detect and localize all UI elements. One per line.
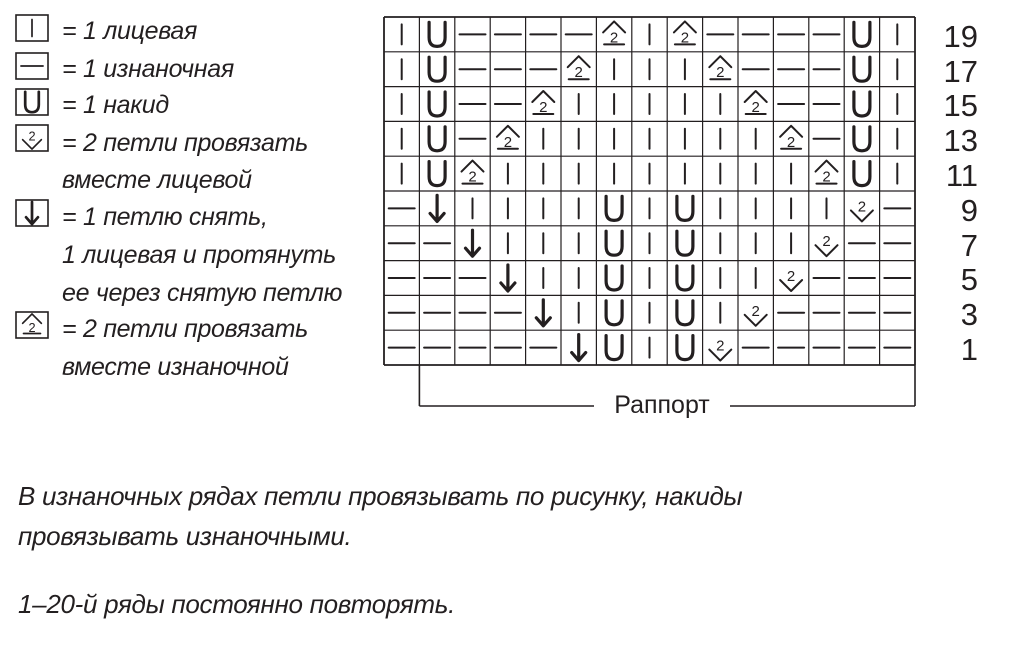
chart-cell-p2tog-icon bbox=[780, 126, 802, 151]
chart-cell-yarn-over-icon bbox=[854, 92, 870, 116]
note-line-1: В изнаночных рядах петли провязывать по рисунку, накиды bbox=[18, 481, 743, 511]
legend-k2tog-text-1: = 2 петли провязать bbox=[62, 129, 308, 157]
svg-text:2: 2 bbox=[503, 133, 513, 151]
row-number-13: 13 bbox=[943, 123, 978, 158]
chart-cell-yarn-over-icon bbox=[606, 231, 622, 255]
svg-text:2: 2 bbox=[539, 99, 548, 116]
row-number-9: 9 bbox=[960, 193, 978, 228]
chart-cell-p2tog-icon bbox=[603, 21, 625, 46]
chart-cell-yarn-over-icon bbox=[854, 22, 870, 46]
chart-cell-yarn-over-icon bbox=[854, 57, 870, 81]
chart-cell-k2tog-icon bbox=[780, 268, 802, 291]
chart-cell-k2tog-icon bbox=[816, 233, 838, 256]
chart-cell-k2tog-icon bbox=[851, 198, 873, 221]
svg-text:2: 2 bbox=[751, 99, 760, 116]
chart-row-13 bbox=[402, 126, 898, 151]
chart-cell-p2tog-icon bbox=[674, 21, 696, 46]
chart-cell-yarn-over-icon bbox=[677, 231, 693, 255]
chart-cell-skpo-icon bbox=[572, 335, 586, 361]
chart-row-19 bbox=[402, 21, 898, 46]
chart-cell-yarn-over-icon bbox=[606, 301, 622, 325]
row-number-11: 11 bbox=[945, 158, 978, 193]
chart-cell-skpo-icon bbox=[430, 195, 444, 221]
chart-cell-p2tog-icon bbox=[462, 161, 484, 186]
chart-cell-yarn-over-icon bbox=[429, 162, 445, 186]
chart-cell-skpo-icon bbox=[466, 230, 480, 256]
svg-text:2: 2 bbox=[680, 29, 690, 47]
chart-cell-yarn-over-icon bbox=[429, 127, 445, 151]
chart-cell-skpo-icon bbox=[501, 265, 515, 291]
legend-skpo-text-1: = 1 петлю снять, bbox=[62, 203, 268, 231]
legend-p2tog-text-1: = 2 петли провязать bbox=[62, 315, 308, 343]
svg-text:2: 2 bbox=[716, 337, 725, 355]
row-number-19: 19 bbox=[943, 19, 978, 54]
rapport-label: Раппорт bbox=[614, 391, 710, 419]
row-number-7: 7 bbox=[960, 228, 978, 263]
chart-cell-skpo-icon bbox=[536, 300, 550, 326]
svg-text:2: 2 bbox=[751, 302, 760, 320]
chart-cell-p2tog-icon bbox=[816, 161, 838, 186]
svg-text:2: 2 bbox=[468, 168, 477, 186]
chart-row-5 bbox=[389, 265, 911, 291]
chart-cell-yarn-over-icon bbox=[677, 266, 693, 290]
legend-skpo-text-2: 1 лицевая и протянуть bbox=[62, 241, 336, 269]
chart-cell-yarn-over-icon bbox=[677, 336, 693, 360]
row-number-3: 3 bbox=[960, 297, 978, 332]
chart-cell-p2tog-icon bbox=[745, 91, 767, 116]
chart-cell-p2tog-icon bbox=[532, 91, 554, 116]
chart-cell-yarn-over-icon bbox=[677, 301, 693, 325]
svg-text:2: 2 bbox=[786, 133, 796, 151]
chart-cell-yarn-over-icon bbox=[429, 57, 445, 81]
svg-text:2: 2 bbox=[28, 128, 36, 144]
svg-text:2: 2 bbox=[716, 64, 725, 82]
legend-p2tog-text-2: вместе изнаночной bbox=[62, 353, 289, 381]
svg-text:2: 2 bbox=[786, 268, 796, 285]
chart-row-17 bbox=[402, 56, 898, 81]
chart-row-3 bbox=[389, 300, 911, 326]
row-number-17: 17 bbox=[943, 54, 978, 89]
row-number-5: 5 bbox=[960, 262, 978, 297]
svg-text:2: 2 bbox=[857, 198, 867, 216]
svg-text:2: 2 bbox=[574, 64, 583, 82]
legend-k2tog-text-2: вместе лицевой bbox=[62, 166, 252, 194]
chart-cell-yarn-over-icon bbox=[854, 162, 870, 186]
legend-purl-text: = 1 изнаночная bbox=[62, 55, 234, 83]
note-line-2: провязывать изнаночными. bbox=[18, 521, 352, 551]
legend-knit-text: = 1 лицевая bbox=[62, 17, 198, 45]
svg-text:2: 2 bbox=[28, 319, 36, 335]
chart-cell-yarn-over-icon bbox=[429, 92, 445, 116]
row-number-15: 15 bbox=[943, 88, 978, 123]
note-line-3: 1–20-й ряды постоянно повторять. bbox=[18, 589, 456, 619]
svg-text:2: 2 bbox=[822, 233, 831, 251]
chart-cell-yarn-over-icon bbox=[606, 336, 622, 360]
svg-text:2: 2 bbox=[609, 29, 619, 47]
chart-cell-p2tog-icon bbox=[709, 56, 731, 81]
chart-cell-yarn-over-icon bbox=[854, 127, 870, 151]
row-number-1: 1 bbox=[960, 332, 978, 367]
chart-cell-p2tog-icon bbox=[497, 126, 519, 151]
chart-row-11 bbox=[402, 161, 898, 186]
chart-cell-k2tog-icon bbox=[745, 303, 767, 326]
legend-skpo-text-3: ее через снятую петлю bbox=[62, 279, 343, 307]
svg-text:2: 2 bbox=[822, 168, 831, 186]
chart-row-1 bbox=[389, 335, 911, 361]
chart-row-7 bbox=[389, 230, 911, 256]
chart-cell-yarn-over-icon bbox=[677, 196, 693, 220]
chart-cell-p2tog-icon bbox=[568, 56, 590, 81]
legend-yarn-over-text: = 1 накид bbox=[62, 91, 169, 119]
chart-cell-yarn-over-icon bbox=[429, 22, 445, 46]
chart-cell-yarn-over-icon bbox=[606, 196, 622, 220]
chart-row-15 bbox=[402, 91, 898, 116]
chart-cell-yarn-over-icon bbox=[606, 266, 622, 290]
chart-cell-k2tog-icon bbox=[709, 338, 731, 361]
chart-row-9 bbox=[389, 195, 911, 221]
